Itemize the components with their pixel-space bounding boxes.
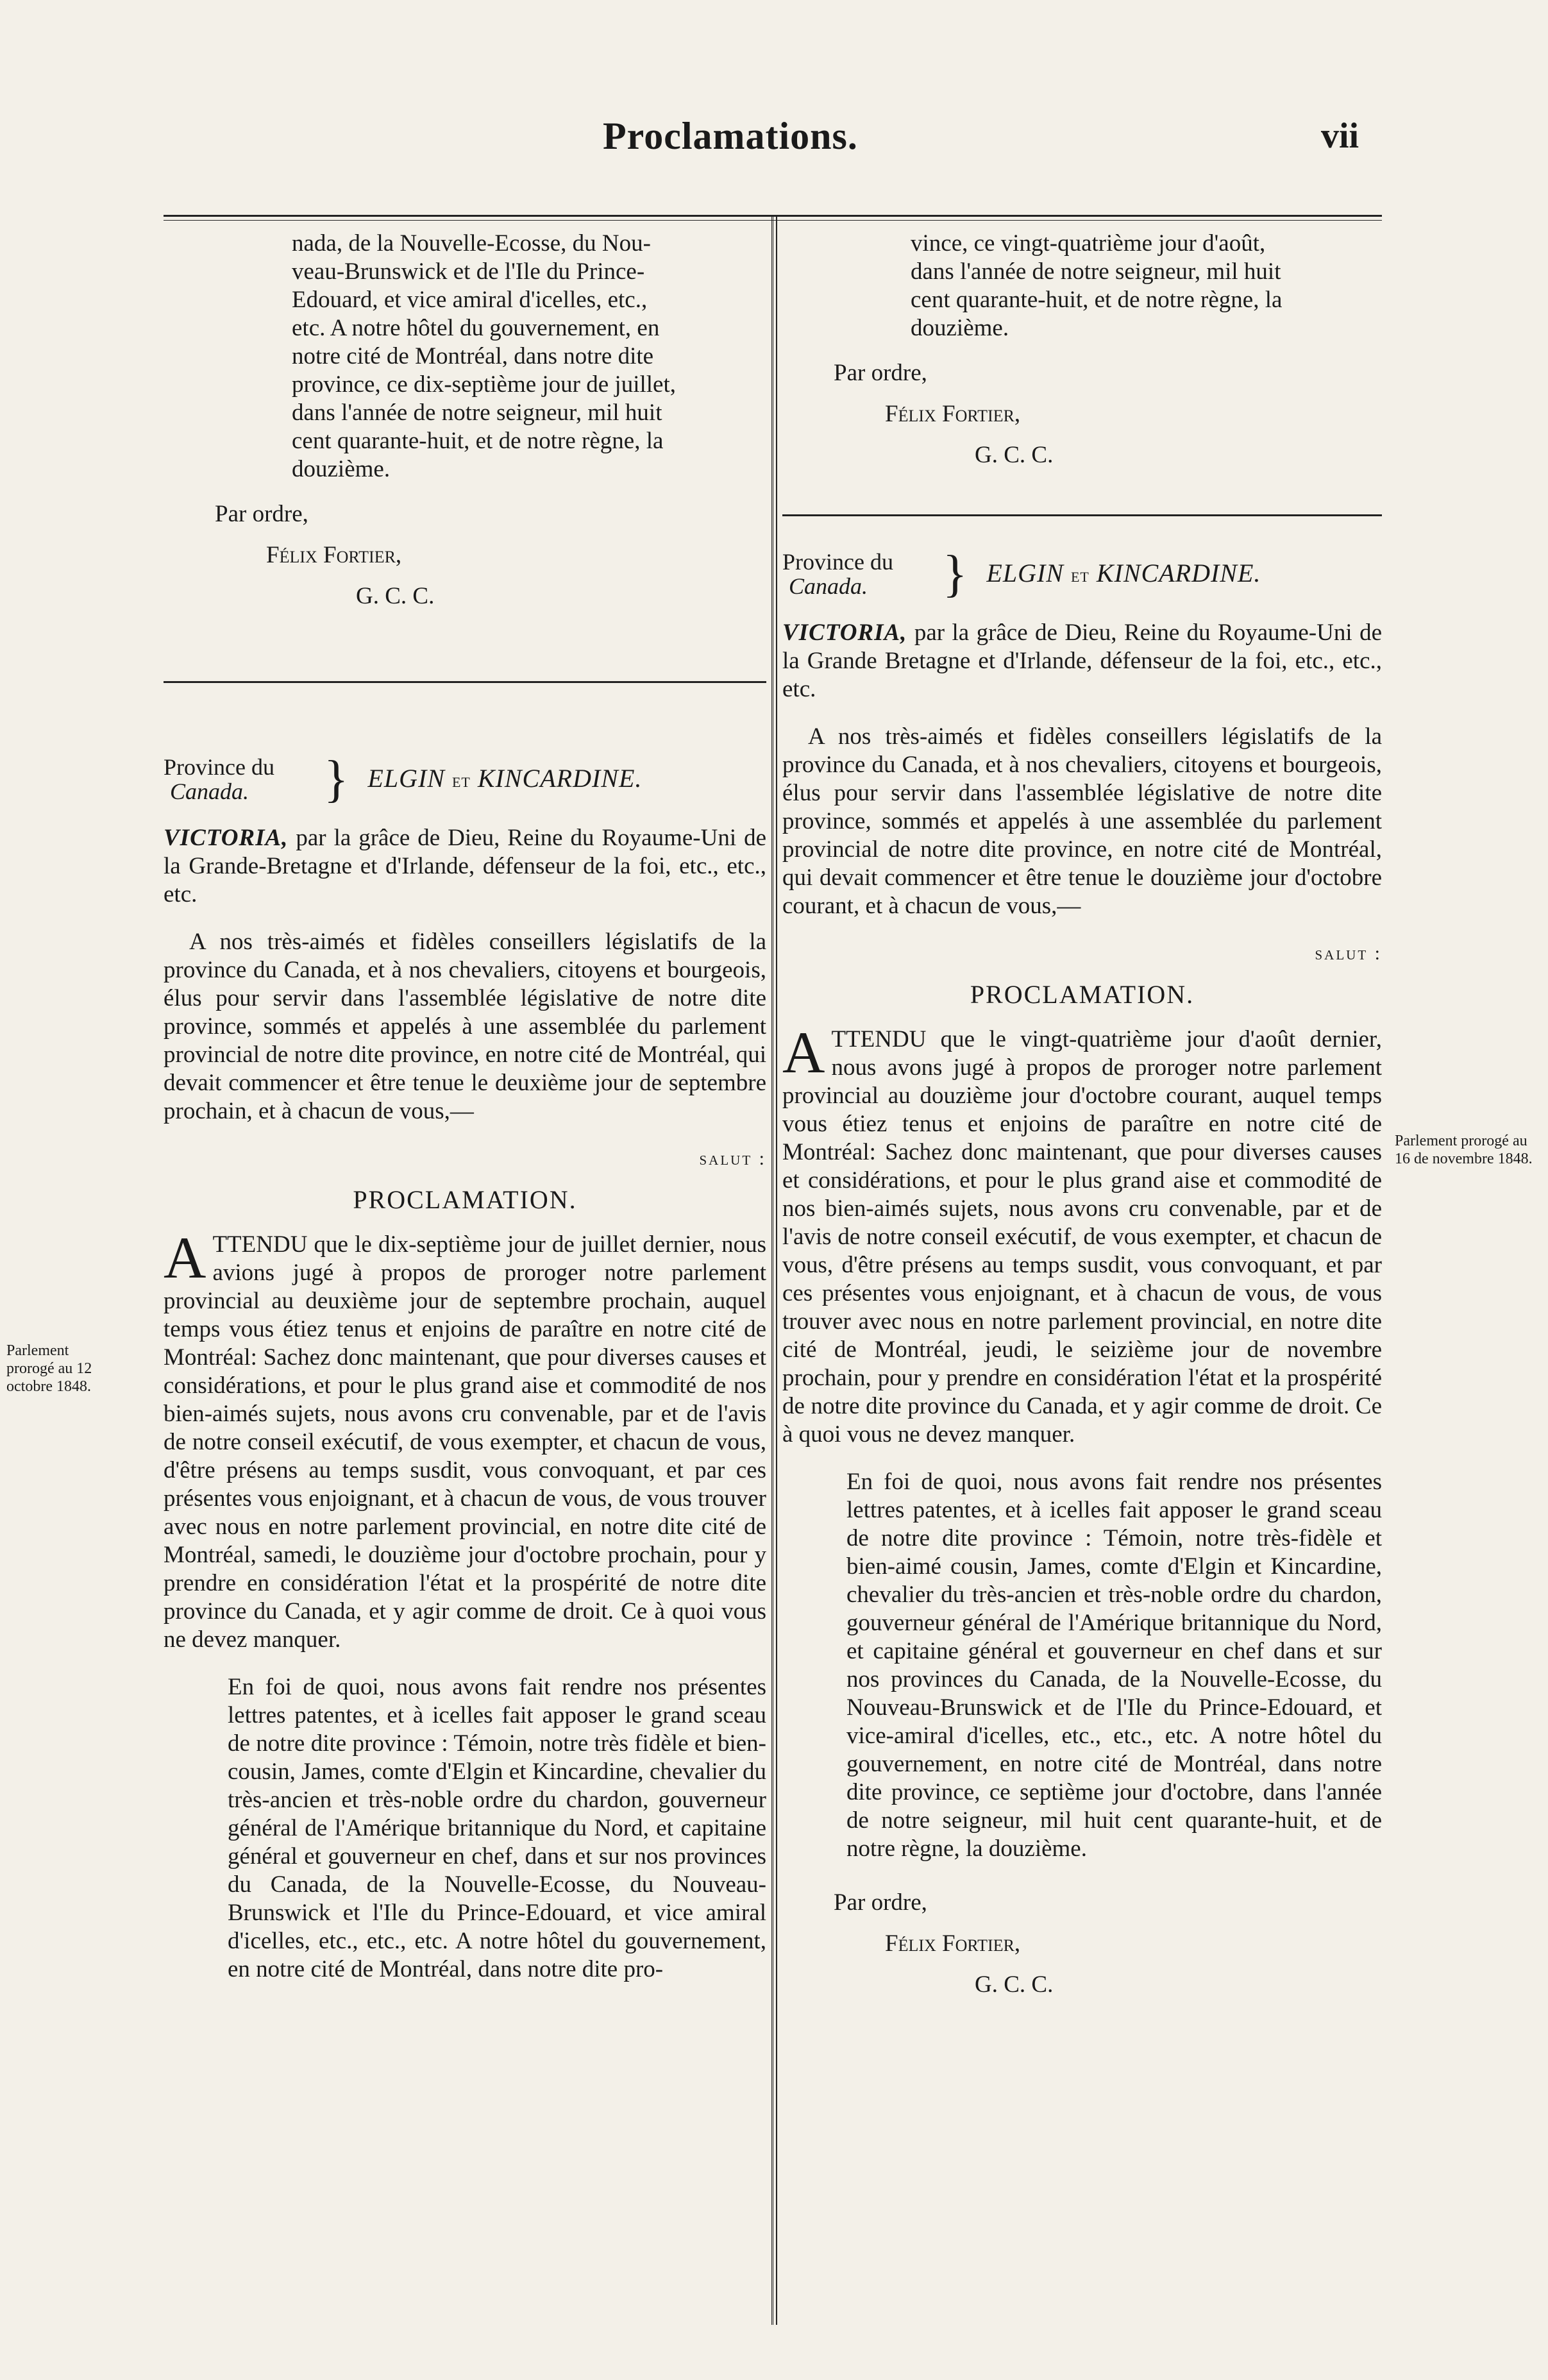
left-cont-line: province, ce dix-septième jour de juillet, xyxy=(292,371,676,398)
address-paragraph: A nos très-aimés et fidèles conseillers législatifs de la province du Canada, et à nos chevaliers, citoyens et bourgeois, élus pour servir dans l'assemblée législative de notre dite province, sommés et appelés à une assemblée du parlement provincial de notre dite province, en notre cité de Montréal, qui devait commencer et être tenue le deuxième jour de septembre prochain, et à chacun de vous,— xyxy=(164,929,766,1124)
right-signature-2 xyxy=(782,1889,1382,1999)
section-separator xyxy=(782,514,1382,516)
governor-name: ELGIN et KINCARDINE. xyxy=(367,764,643,793)
left-column xyxy=(164,230,766,1984)
right-cont-line: vince, ce vingt-quatrième jour d'août, xyxy=(911,230,1266,257)
left-cont-line: dans l'année de notre seigneur, mil huit xyxy=(292,400,662,426)
victoria-preamble: VICTORIA, par la grâce de Dieu, Reine du Royaume-Uni de la Grande-Bretagne et d'Irlande, défenseur de la foi, etc., etc., etc. xyxy=(164,825,766,907)
right-column xyxy=(782,230,1382,1999)
proclamation-body: ATTENDU que le vingt-quatrième jour d'août dernier, nous avons jugé à propos de proroger notre parlement provincial au douzième jour d'octobre courant, auquel temps vous étiez tenus et enjoins de paraître en notre cité de Montréal: Sachez donc maintenant, que pour diverses causes et considérations, et pour le plus grand aise et commodité de nos bien-aimés sujets, nous avons cru convenable, par et de l'avis de notre conseil exécutif, de vous exempter, et chacun de vous, d'être présens au temps susdit, vous convoquant, et par ces présentes vous enjoignant, et à chacun de vous, de vous trouver avec nous en notre parlement provincial, en notre dite cité de Montréal, jeudi, le seizième jour de novembre prochain, pour y prendre en considération l'état et la prospérité de notre dite province du Canada, et y agir comme de droit. Ce à quoi vous ne devez manquer. xyxy=(782,1020,1382,1447)
by-order: Par ordre, xyxy=(834,1889,927,1916)
proclamation-heading: PROCLAMATION. xyxy=(353,1185,577,1214)
signer-name: Félix Fortier, xyxy=(266,542,402,568)
running-head xyxy=(0,115,1548,167)
by-order: Par ordre, xyxy=(215,501,308,527)
right-cont-line: dans l'année de notre seigneur, mil huit xyxy=(911,258,1281,285)
left-continuation xyxy=(292,230,766,484)
salut: salut : xyxy=(1315,943,1382,964)
margin-note-left: Parlement prorogé au 12 octobre 1848. xyxy=(6,1342,92,1395)
province-label: Province du Canada. xyxy=(782,549,893,599)
left-signature-1 xyxy=(164,500,766,611)
section-separator xyxy=(164,681,766,683)
right-signature-1 xyxy=(782,359,1382,469)
drop-cap: A xyxy=(164,1225,206,1290)
margin-note-right: Parlement prorogé au 16 de novembre 1848. xyxy=(1395,1133,1533,1167)
left-cont-line: douzième. xyxy=(292,456,391,482)
right-continuation xyxy=(911,230,1382,342)
by-order: Par ordre, xyxy=(834,360,927,386)
running-title: Proclamations. xyxy=(603,115,858,157)
province-label: Province du Canada. xyxy=(164,754,274,804)
left-cont-line: notre cité de Montréal, dans notre dite xyxy=(292,343,654,369)
en-foi-paragraph: En foi de quoi, nous avons fait rendre nos présentes lettres patentes, et à icelles fait apposer le grand sceau de notre dite province : Témoin, notre très fidèle et bien-cousin, James, comte d'Elgin et Kincardine, chevalier du très-ancien et très-noble ordre du chardon, gouverneur général de l'Amérique britannique du Nord, et capitaine général et gouverneur en chef, dans et sur nos provinces du Canada, de la Nouvelle-Ecosse, du Nouveau-Brunswick et l'Ile du Prince-Edouard, et vice amiral d'icelles, etc., etc., etc. A notre hôtel du gouvernement, en notre cité de Montréal, dans notre dite pro- xyxy=(228,1674,766,1982)
signer-name: Félix Fortier, xyxy=(885,401,1021,427)
province-heading xyxy=(164,751,766,807)
signer-initials: G. C. C. xyxy=(975,442,1054,468)
brace-glyph: } xyxy=(324,751,349,807)
salut: salut : xyxy=(699,1148,766,1169)
signer-name: Félix Fortier, xyxy=(885,1930,1021,1957)
left-cont-line: etc. A notre hôtel du gouvernement, en xyxy=(292,315,660,341)
proclamation-heading: PROCLAMATION. xyxy=(970,980,1195,1009)
left-cont-line: cent quarante-huit, et de notre règne, la xyxy=(292,428,664,454)
right-cont-line: douzième. xyxy=(911,315,1009,341)
drop-cap: A xyxy=(782,1020,825,1085)
signer-initials: G. C. C. xyxy=(356,583,435,609)
victoria-preamble: VICTORIA, par la grâce de Dieu, Reine du Royaume-Uni de la Grande Bretagne et d'Irlande, défenseur de la foi, etc., etc., etc. xyxy=(782,620,1382,702)
left-cont-line: Edouard, et vice amiral d'icelles, etc., xyxy=(292,287,648,313)
column-divider xyxy=(771,215,777,2325)
proclamation-body: ATTENDU que le dix-septième jour de juillet dernier, nous avions jugé à propos de proroger notre parlement provincial au deuxième jour de septembre prochain, auquel temps vous étiez tenus et enjoins de paraître en notre cité de Montréal: Sachez donc maintenant, que pour diverses causes et considérations, et pour le plus grand aise et commodité de nos bien-aimés sujets, nous avons cru convenable, par et de l'avis de notre conseil exécutif, de vous exempter, et chacun de vous, d'être présens au temps susdit, vous convoquant, et par ces présentes vous enjoignant, et à chacun de vous, de vous trouver avec nous en notre parlement provincial, en notre dite cité de Montréal, samedi, le douzième jour d'octobre prochain, pour y prendre en considération l'état et la prospérité de notre dite province du Canada, et y agir comme de droit. Ce à quoi vous ne devez manquer. xyxy=(164,1225,766,1653)
governor-name: ELGIN et KINCARDINE. xyxy=(986,559,1261,587)
signer-initials: G. C. C. xyxy=(975,1971,1054,1998)
en-foi-paragraph: En foi de quoi, nous avons fait rendre nos présentes lettres patentes, et à icelles fait apposer le grand sceau de notre dite province : Témoin, notre très-fidèle et bien-aimé cousin, James, comte d'Elgin et Kincardine, chevalier du très-ancien et très-noble ordre du chardon, gouverneur général de l'Amérique britannique du Nord, et capitaine général et gouverneur en chef dans et sur nos provinces du Canada, de la Nouvelle-Ecosse, du Nouveau-Brunswick et de l'Ile du Prince-Edouard, et vice-amiral d'icelles, etc., etc., etc. A notre hôtel du gouvernement, en notre cité de Montréal, dans notre dite province, ce septième jour d'octobre, dans l'année de notre seigneur, mil huit cent quarante-huit, et de notre règne, la douzième. xyxy=(846,1469,1382,1862)
right-cont-line: cent quarante-huit, et de notre règne, la xyxy=(911,287,1283,313)
left-cont-line: nada, de la Nouvelle-Ecosse, du Nou- xyxy=(292,230,651,257)
page-number: vii xyxy=(1321,116,1359,156)
left-cont-line: veau-Brunswick et de l'Ile du Prince- xyxy=(292,258,645,285)
address-paragraph: A nos très-aimés et fidèles conseillers législatifs de la province du Canada, et à nos chevaliers, citoyens et bourgeois, élus pour servir dans l'assemblée législative de notre dite province, sommés et appelés à une assemblée du parlement provincial de notre dite province, en notre cité de Montréal, qui devait commencer et être tenue le douzième jour d'octobre courant, et à chacun de vous,— xyxy=(782,723,1382,919)
brace-glyph: } xyxy=(943,546,968,602)
province-heading xyxy=(782,548,1382,600)
